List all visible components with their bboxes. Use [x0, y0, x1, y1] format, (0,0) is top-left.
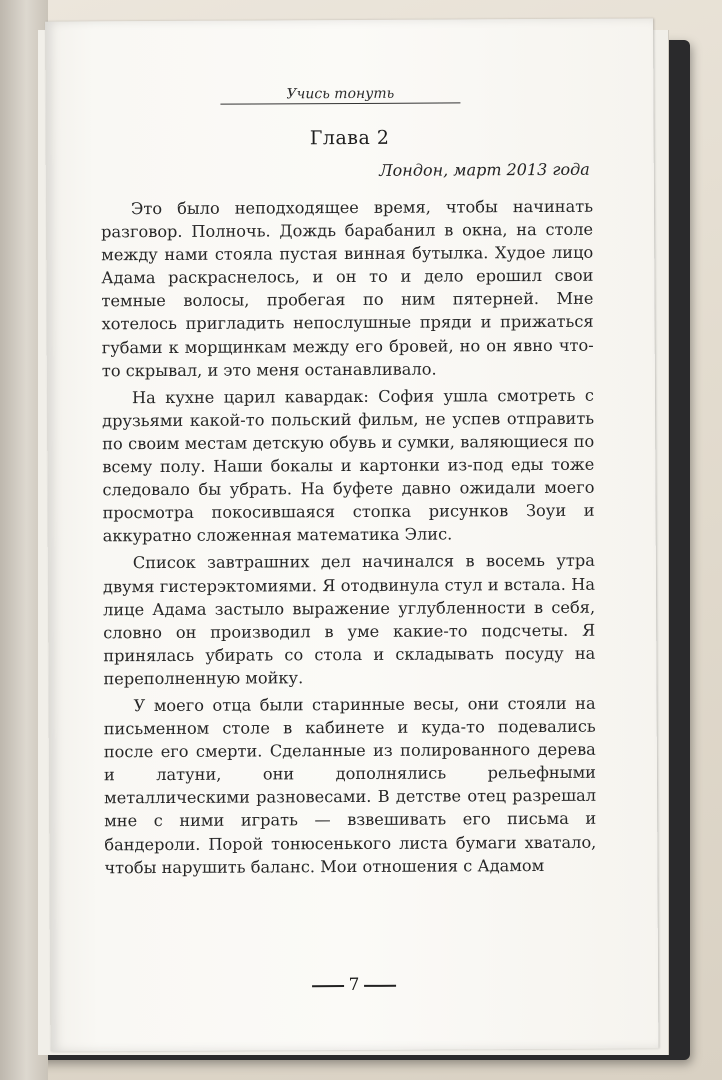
folio-dash-right	[364, 984, 396, 986]
dateline: Лондон, март 2013 года	[379, 159, 590, 180]
paragraph-1: Это было неподходящее время, чтобы начинать разговор. Полночь. Дождь барабанил в окна, на столе между нами стояла пустая винная бутылка. Худое лицо Адама раскраснелось, и он то и дело ерошил свои темные волосы, пробегая по ним пятерней. Мне хотелось пригладить непослушные пряди и прижаться губами к морщинкам между его бровей, но он явно что-то скрывал, и это меня останавливало.	[101, 196, 594, 380]
running-head-rule	[220, 102, 460, 104]
running-head: Учись тонуть	[286, 85, 395, 103]
chapter-title: Глава 2	[309, 126, 390, 150]
book-page	[45, 18, 658, 1051]
paragraph-3: Список завтрашних дел начинался в восемь утра двумя гистерэктомиями. Я отодвинула стул и встала. На лице Адама застыло выражение углубленности в себя, словно он производил в уме какие-то подсчеты. Я принялась убирать со стола и складывать посуду на переполненную мойку.	[102, 551, 596, 689]
paragraph-2: На кухне царил кавардак: София ушла смотреть с друзьями какой-то польский фильм, не успев отправить по своим местам детскую обувь и сумки, валяющиеся по всему полу. Наши бокалы и картонки из-под еды тоже следовало бы убрать. На буфете давно ожидали моего просмотра покосившаяся стопка рисунков Зоуи и аккуратно сложенная математика Элис.	[102, 385, 595, 546]
paragraph-4: У моего отца были старинные весы, они стояли на письменном столе в кабинете и куда-то подевались после его смерти. Сделанные из полированного дерева и латуни, они дополнялись рельефными металлическими разновесами. В детстве отец разрешал мне с ними играть — взвешивать его письма и бандероли. Порой тонюсенького листа бумаги хватало, чтобы нарушить баланс. Мои отношения с Адамом	[103, 693, 597, 877]
folio-dash-left	[312, 985, 344, 987]
body-text	[101, 195, 597, 879]
page-number-value: 7	[348, 974, 360, 996]
page-number	[50, 973, 658, 996]
